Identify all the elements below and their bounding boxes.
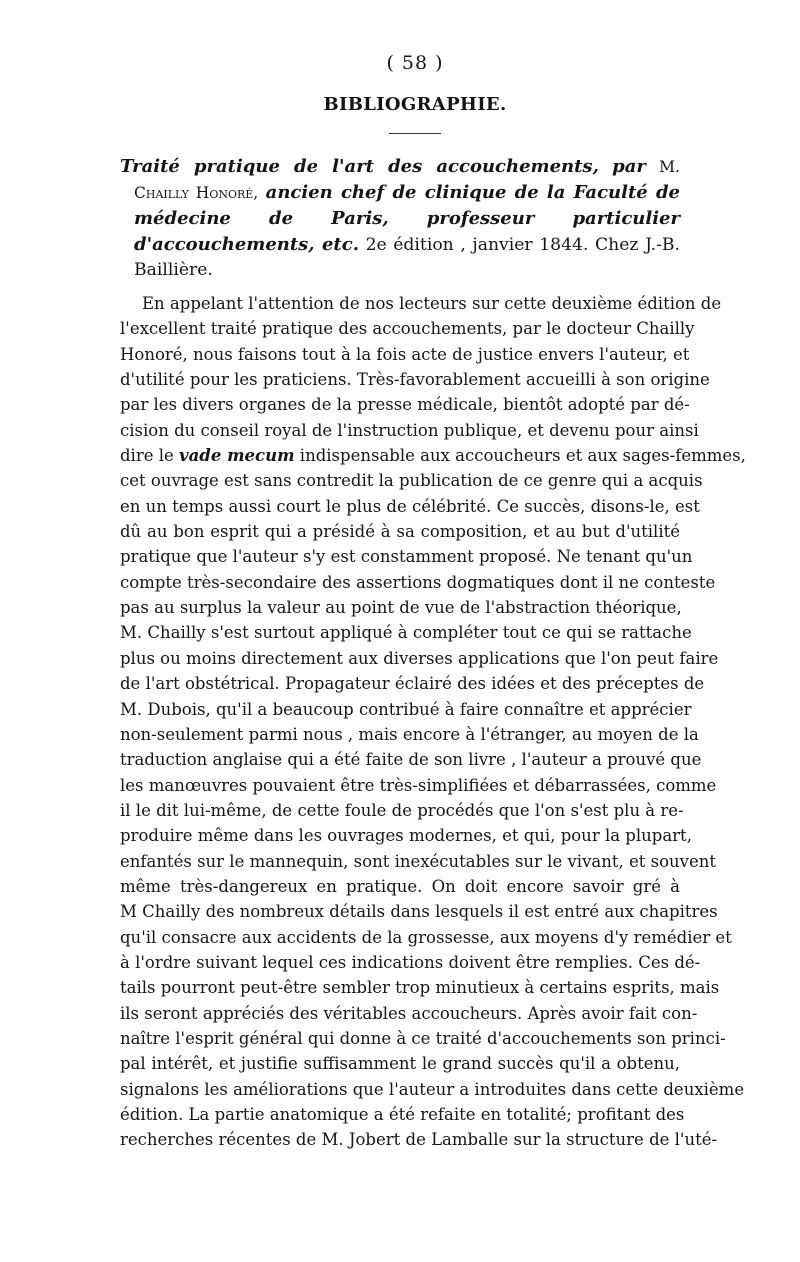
body-line: cet ouvrage est sans contredit la publication de ce genre qui a acquis <box>120 471 703 491</box>
body-line: plus ou moins directement aux diverses applications que l'on peut faire <box>120 648 719 668</box>
body-line: dû au bon esprit qui a présidé à sa composition, et au but d'utilité <box>120 522 680 542</box>
body-line: M. Chailly s'est surtout appliqué à compléter tout ce qui se rattache <box>120 623 692 643</box>
body-line: de l'art obstétrical. Propagateur éclairé des idées et des préceptes de <box>120 674 705 694</box>
title-divider <box>389 133 441 134</box>
body-line: compte très-secondaire des assertions dogmatiques dont il ne conteste <box>120 572 716 592</box>
reference-author: M. Chailly Honoré, <box>134 158 680 202</box>
body-line: ils seront appréciés des véritables accoucheurs. Après avoir fait con- <box>120 1003 698 1023</box>
reference-affiliation: ancien chef de clinique de la Faculté de médecine de Paris, professeur particulier d'accouchements, etc. <box>134 182 680 255</box>
body-line: En appelant l'attention de nos lecteurs sur cette deuxième édition de <box>142 294 722 313</box>
body-line: non-seulement parmi nous , mais encore à l'étranger, au moyen de la <box>120 724 699 744</box>
reference-title: Traité pratique de l'art des accouchements, <box>120 156 599 177</box>
reference-edition: 2e édition , janvier 1844. Chez J.-B. Baillière. <box>134 235 680 280</box>
section-title: BIBLIOGRAPHIE. <box>323 94 507 115</box>
document-page <box>120 52 746 1153</box>
body-line: par les divers organes de la presse médicale, bientôt adopté par dé- <box>120 395 690 415</box>
body-line: Honoré, nous faisons tout à la fois acte de justice envers l'auteur, et <box>120 344 690 364</box>
body-line: tails pourront peut-être sembler trop minutieux à certains esprits, mais <box>120 978 720 998</box>
body-line: pal intérêt, et justifie suffisamment le grand succès qu'il a obtenu, <box>120 1054 680 1074</box>
review-body <box>120 291 746 1153</box>
body-line: dire le vade mecum indispensable aux accoucheurs et aux sages-femmes, <box>120 446 746 466</box>
body-line: M. Dubois, qu'il a beaucoup contribué à faire connaître et apprécier <box>120 699 692 719</box>
body-line: produire même dans les ouvrages modernes, et qui, pour la plupart, <box>120 826 692 846</box>
body-line: pas au surplus la valeur au point de vue de l'abstraction théorique, <box>120 598 682 618</box>
body-line: M Chailly des nombreux détails dans lesquels il est entré aux chapitres <box>120 902 718 922</box>
body-line: pratique que l'auteur s'y est constamment proposé. Ne tenant qu'un <box>120 547 693 567</box>
reference-par: par <box>612 156 646 177</box>
page-number: ( 58 ) <box>386 52 444 74</box>
body-line: en un temps aussi court le plus de célébrité. Ce succès, disons-le, est <box>120 496 700 516</box>
body-line: d'utilité pour les praticiens. Très-favorablement accueilli à son origine <box>120 370 710 390</box>
body-line: signalons les améliorations que l'auteur a introduites dans cette deuxième <box>120 1079 745 1099</box>
body-line: édition. La partie anatomique a été refaite en totalité; profitant des <box>120 1105 685 1124</box>
italic-phrase: vade mecum <box>179 446 295 466</box>
body-line: les manœuvres pouvaient être très-simplifiées et débarrassées, comme <box>120 775 717 795</box>
body-line: qu'il consacre aux accidents de la grossesse, aux moyens d'y remédier et <box>120 927 732 947</box>
body-line: même très-dangereux en pratique. On doit encore savoir gré à <box>120 876 680 896</box>
body-line: il le dit lui-même, de cette foule de procédés que l'on s'est plu à re- <box>120 800 684 820</box>
body-line: à l'ordre suivant lequel ces indications doivent être remplies. Ces dé- <box>120 952 701 972</box>
body-line: naître l'esprit général qui donne à ce traité d'accouchements son princi- <box>120 1028 726 1048</box>
bibliographic-reference <box>120 154 680 283</box>
body-line: cision du conseil royal de l'instruction publique, et devenu pour ainsi <box>120 420 699 440</box>
body-line: l'excellent traité pratique des accouchements, par le docteur Chailly <box>120 319 695 339</box>
body-line: recherches récentes de M. Jobert de Lamballe sur la structure de l'uté- <box>120 1130 718 1150</box>
body-line: enfantés sur le mannequin, sont inexécutables sur le vivant, et souvent <box>120 851 716 871</box>
body-line: traduction anglaise qui a été faite de son livre , l'auteur a prouvé que <box>120 750 702 770</box>
